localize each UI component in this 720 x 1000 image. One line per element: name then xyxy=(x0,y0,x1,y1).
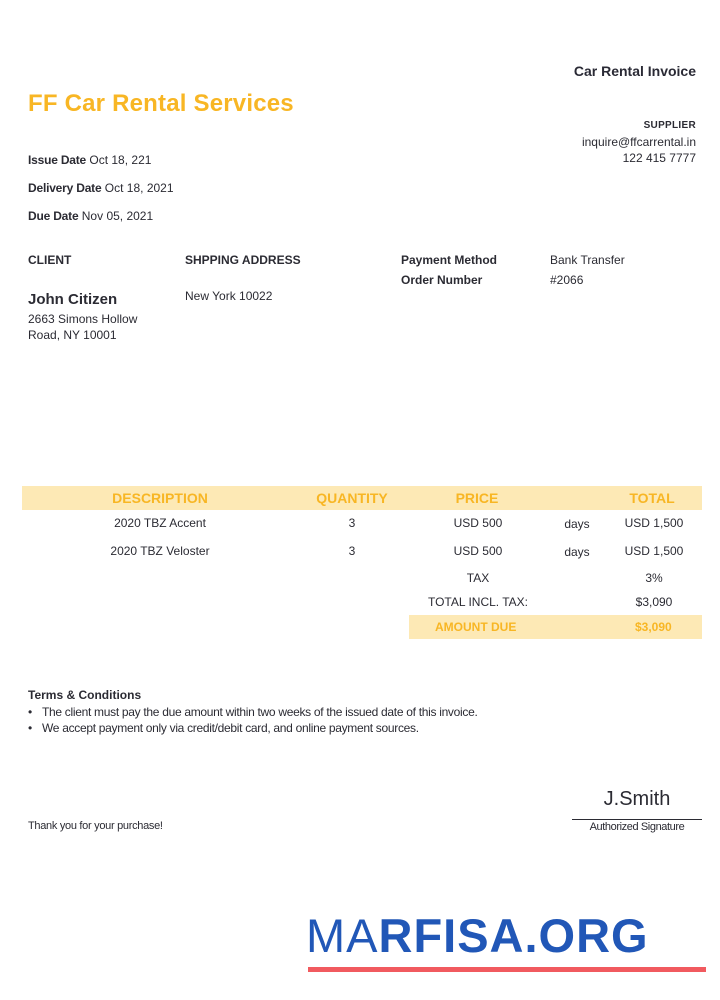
document-title: Car Rental Invoice xyxy=(573,63,696,79)
total-incl-tax-value: $3,090 xyxy=(635,595,673,609)
amount-due-row xyxy=(409,615,702,639)
row-description: 2020 TBZ Veloster xyxy=(110,544,210,558)
row-total: USD 1,500 xyxy=(624,516,684,530)
client-label: CLIENT xyxy=(28,253,72,267)
row-price: USD 500 xyxy=(453,516,503,530)
signature-name: J.Smith xyxy=(603,788,671,810)
supplier-block xyxy=(582,118,696,166)
row-quantity: 3 xyxy=(348,544,356,558)
amount-due-label: AMOUNT DUE xyxy=(435,620,517,634)
tax-value: 3% xyxy=(645,571,663,585)
column-quantity: QUANTITY xyxy=(316,490,388,506)
row-total: USD 1,500 xyxy=(624,544,684,558)
order-number-value: #2066 xyxy=(550,273,584,287)
payment-method-label: Payment Method xyxy=(401,253,498,267)
signature-label: Authorized Signature xyxy=(589,821,685,833)
watermark-logo xyxy=(306,909,649,962)
row-description: 2020 TBZ Accent xyxy=(114,516,206,530)
issue-date-value: Oct 18, 221 xyxy=(89,153,152,167)
client-address xyxy=(28,311,168,343)
delivery-date-label: Delivery Date xyxy=(28,181,102,195)
due-date-value: Nov 05, 2021 xyxy=(81,209,154,223)
tax-label: TAX xyxy=(466,571,490,585)
delivery-date-value: Oct 18, 2021 xyxy=(104,181,174,195)
row-unit: days xyxy=(564,545,590,559)
watermark-bold-text: RFISA.ORG xyxy=(378,909,649,962)
supplier-phone: 122 415 7777 xyxy=(622,151,696,165)
shipping-address-label: SHPPING ADDRESS xyxy=(185,253,301,267)
issue-date-label: Issue Date xyxy=(28,153,87,167)
terms-title: Terms & Conditions xyxy=(28,688,142,702)
client-address-line2: Road, NY 10001 xyxy=(28,328,117,342)
signature-line xyxy=(572,819,702,820)
watermark-thin-text: MA xyxy=(306,909,379,962)
payment-method-value: Bank Transfer xyxy=(550,253,625,267)
total-incl-tax-label: TOTAL INCL. TAX: xyxy=(427,595,529,609)
row-unit: days xyxy=(564,517,590,531)
order-number-label: Order Number xyxy=(401,273,483,287)
issue-date xyxy=(28,153,174,181)
client-address-line1: 2663 Simons Hollow xyxy=(28,312,138,326)
due-date xyxy=(28,209,174,237)
column-price: PRICE xyxy=(455,490,499,506)
table-header xyxy=(22,486,702,510)
shipping-address: New York 10022 xyxy=(185,289,273,303)
terms-list xyxy=(28,704,478,736)
row-quantity: 3 xyxy=(348,516,356,530)
watermark-underline xyxy=(308,967,706,972)
supplier-email: inquire@ffcarrental.in xyxy=(581,135,696,149)
thank-you-note: Thank you for your purchase! xyxy=(28,820,163,832)
column-description: DESCRIPTION xyxy=(112,490,208,506)
delivery-date xyxy=(28,181,174,209)
dates-block xyxy=(28,153,174,237)
company-name: FF Car Rental Services xyxy=(28,90,294,117)
column-total: TOTAL xyxy=(629,490,675,506)
supplier-label: SUPPLIER xyxy=(643,120,696,131)
row-price: USD 500 xyxy=(453,544,503,558)
client-name: John Citizen xyxy=(28,291,118,308)
terms-item: • The client must pay the due amount within two weeks of the issued date of this invoice. xyxy=(28,704,478,720)
terms-item: • We accept payment only via credit/debit card, and online payment sources. xyxy=(28,720,478,736)
amount-due-value: $3,090 xyxy=(635,620,672,634)
due-date-label: Due Date xyxy=(28,209,79,223)
